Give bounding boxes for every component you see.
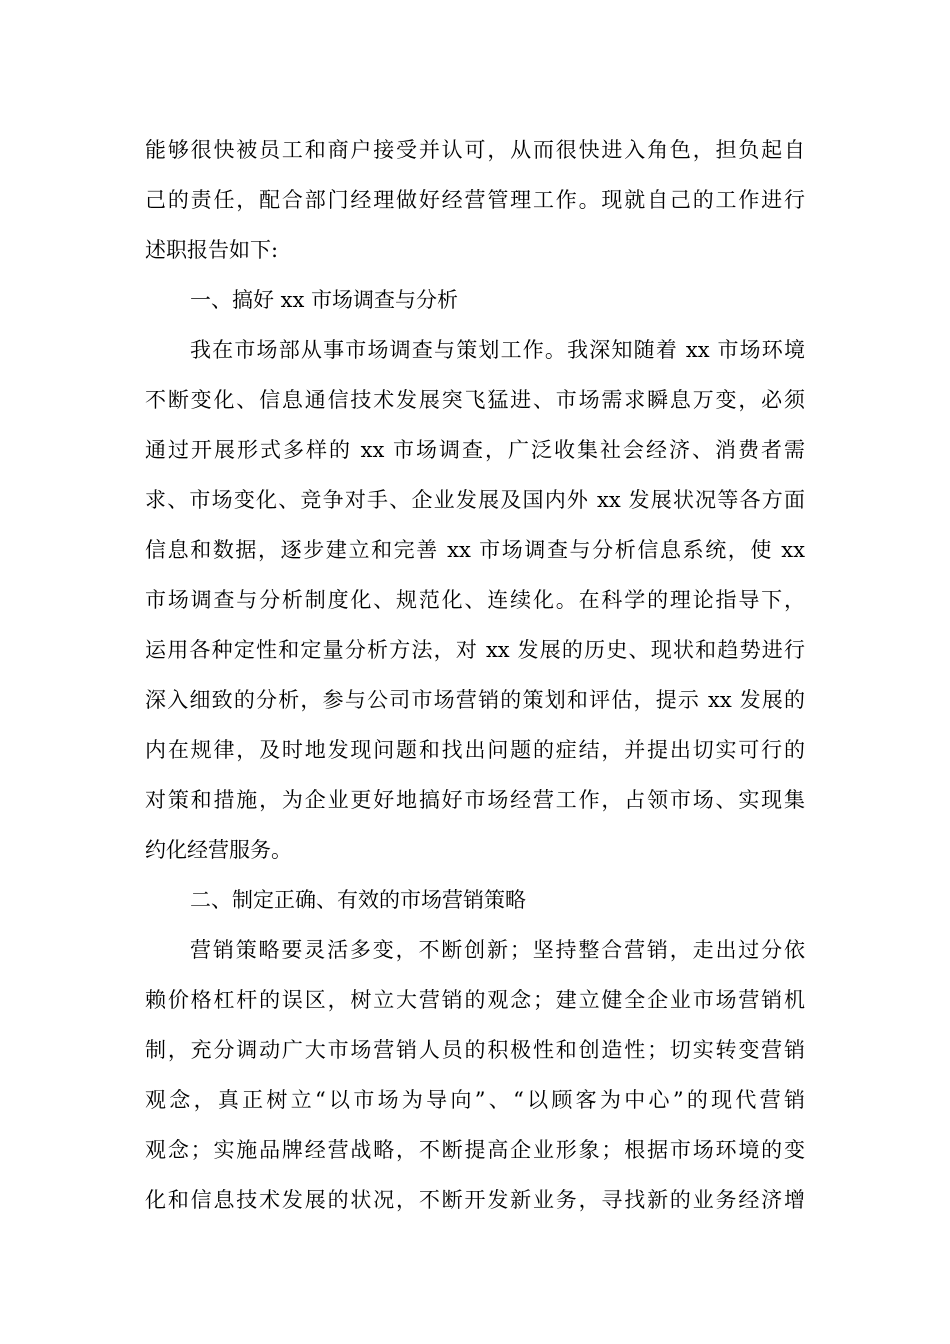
paragraph-line: 观念；实施品牌经营战略，不断提高企业形象；根据市场环境的变 xyxy=(145,1138,805,1162)
paragraph-line: 通过开展形式多样的 xx 市场调查，广泛收集社会经济、消费者需 xyxy=(145,438,805,462)
section-heading: 一、搞好 xx 市场调查与分析 xyxy=(190,288,459,312)
paragraph-line: 运用各种定性和定量分析方法，对 xx 发展的历史、现状和趋势进行 xyxy=(145,638,805,662)
paragraph-line: 求、市场变化、竞争对手、企业发展及国内外 xx 发展状况等各方面 xyxy=(145,488,805,512)
paragraph-line: 观念，真正树立“以市场为导向”、“以顾客为中心”的现代营销 xyxy=(145,1088,805,1112)
paragraph-line: 化和信息技术发展的状况，不断开发新业务，寻找新的业务经济增 xyxy=(145,1188,805,1212)
paragraph-line: 不断变化、信息通信技术发展突飞猛进、市场需求瞬息万变，必须 xyxy=(145,388,805,412)
paragraph-line: 赖价格杠杆的误区，树立大营销的观念；建立健全企业市场营销机 xyxy=(145,988,805,1012)
paragraph-line: 对策和措施，为企业更好地搞好市场经营工作，占领市场、实现集 xyxy=(145,788,805,812)
paragraph-line: 述职报告如下: xyxy=(145,238,279,262)
paragraph-line: 深入细致的分析，参与公司市场营销的策划和评估，提示 xx 发展的 xyxy=(145,688,805,712)
paragraph-line: 内在规律，及时地发现问题和找出问题的症结，并提出切实可行的 xyxy=(145,738,805,762)
paragraph-line: 能够很快被员工和商户接受并认可，从而很快进入角色，担负起自 xyxy=(145,138,805,162)
paragraph-line: 营销策略要灵活多变，不断创新；坚持整合营销，走出过分依 xyxy=(190,938,805,962)
paragraph-line: 约化经营服务。 xyxy=(145,838,292,862)
paragraph-line: 己的责任，配合部门经理做好经营管理工作。现就自己的工作进行 xyxy=(145,188,805,212)
section-heading: 二、制定正确、有效的市场营销策略 xyxy=(190,888,526,912)
paragraph-line: 市场调查与分析制度化、规范化、连续化。在科学的理论指导下， xyxy=(145,588,805,612)
paragraph-line: 制，充分调动广大市场营销人员的积极性和创造性；切实转变营销 xyxy=(145,1038,805,1062)
paragraph-line: 信息和数据，逐步建立和完善 xx 市场调查与分析信息系统，使 xx xyxy=(145,538,805,562)
paragraph-line: 我在市场部从事市场调查与策划工作。我深知随着 xx 市场环境 xyxy=(190,338,805,362)
